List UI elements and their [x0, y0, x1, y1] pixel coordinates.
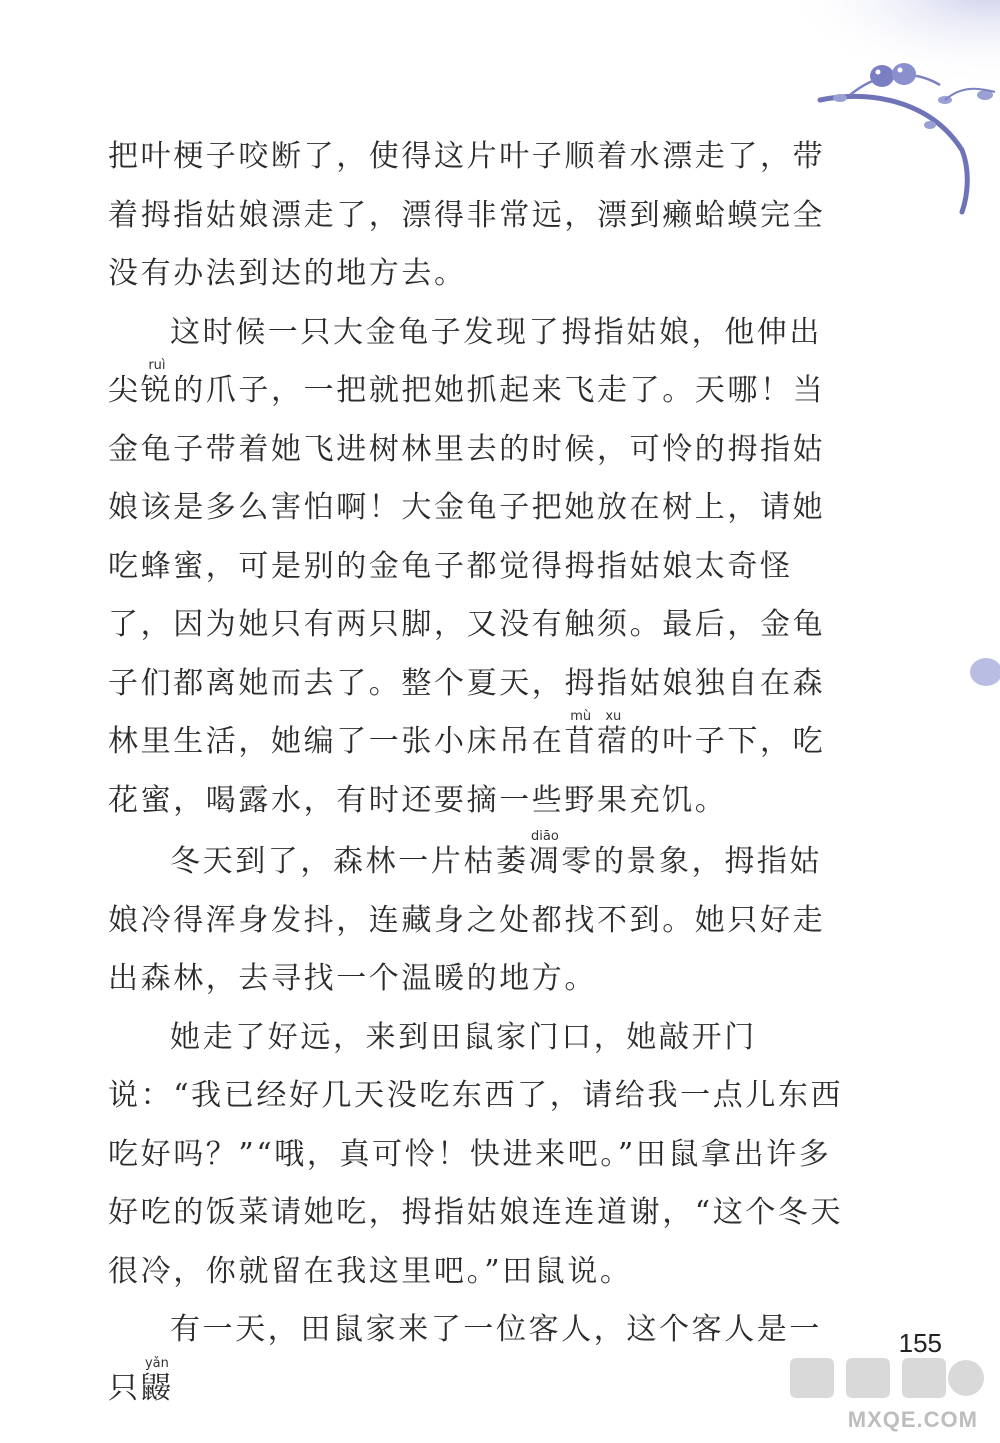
text-run: 冬天到了，森林一片枯萎	[170, 844, 529, 879]
text-run: 把叶梗子咬断了，使得这片叶子顺着水漂走了，带着拇指姑娘漂走了，漂得非常远，漂到癞蛤蟆完全没有办法到达的地方去。	[108, 139, 826, 291]
paragraph	[108, 128, 848, 304]
pinyin-annotation: 苜mù	[564, 709, 598, 759]
pinyin-annotation: 凋diāo	[528, 829, 562, 879]
pinyin-text: xu	[597, 709, 630, 724]
pinyin-text: yǎn	[140, 1355, 174, 1371]
watercolor-dot	[960, 652, 1000, 692]
text-run: 零的景象，拇指姑娘冷得浑身发抖，连藏身之处都找不到。她只好走出森林，去寻找一个温暖的地方。	[108, 844, 826, 996]
story-text	[108, 128, 848, 1418]
paragraph	[108, 304, 848, 831]
page-number: 155	[898, 1328, 942, 1358]
pinyin-text: mù	[564, 709, 597, 724]
paragraph	[108, 830, 848, 1009]
watermark-text: MXQE.COM	[847, 1407, 978, 1432]
paragraph	[108, 1301, 848, 1418]
pinyin-annotation: 鼹yǎn	[140, 1355, 174, 1406]
text-run: 的叶子下，吃花蜜，喝露水，有时还要摘一些野果充饥。	[108, 724, 826, 818]
pinyin-text: diāo	[528, 829, 562, 844]
text-run: 有一天，田鼠家来了一位客人，这个客人是一只	[108, 1312, 822, 1406]
text-run: 的爪子，一把就把她抓起来飞走了。天哪！当金龟子带着她飞进树林里去的时候，可怜的拇指姑娘该是多么害怕啊！大金龟子把她放在树上，请她吃蜂蜜，可是别的金龟子都觉得拇指姑娘太奇怪了，因为她只有两只脚，又没有触须。最后，金龟子们都离她而去了。整个夏天，拇指姑娘独自在森林里生活，她编了一张小床吊在	[108, 373, 826, 759]
pinyin-annotation: 蓿xu	[597, 709, 630, 759]
text-run: 这时候一只大金龟子发现了拇指姑娘，他伸出尖	[108, 314, 822, 408]
pinyin-annotation: 锐ruì	[140, 358, 174, 408]
paragraph	[108, 1009, 848, 1302]
pinyin-text: ruì	[140, 358, 174, 373]
text-run: 她走了好远，来到田鼠家门口，她敲开门说：“我已经好几天没吃东西了，请给我一点儿东西吃好吗？”“哦，真可怜！快进来吧。”田鼠拿出许多好吃的饭菜请她吃，拇指姑娘连连道谢，“这个冬天很冷，你就留在我这里吧。”田鼠说。	[108, 1019, 844, 1289]
